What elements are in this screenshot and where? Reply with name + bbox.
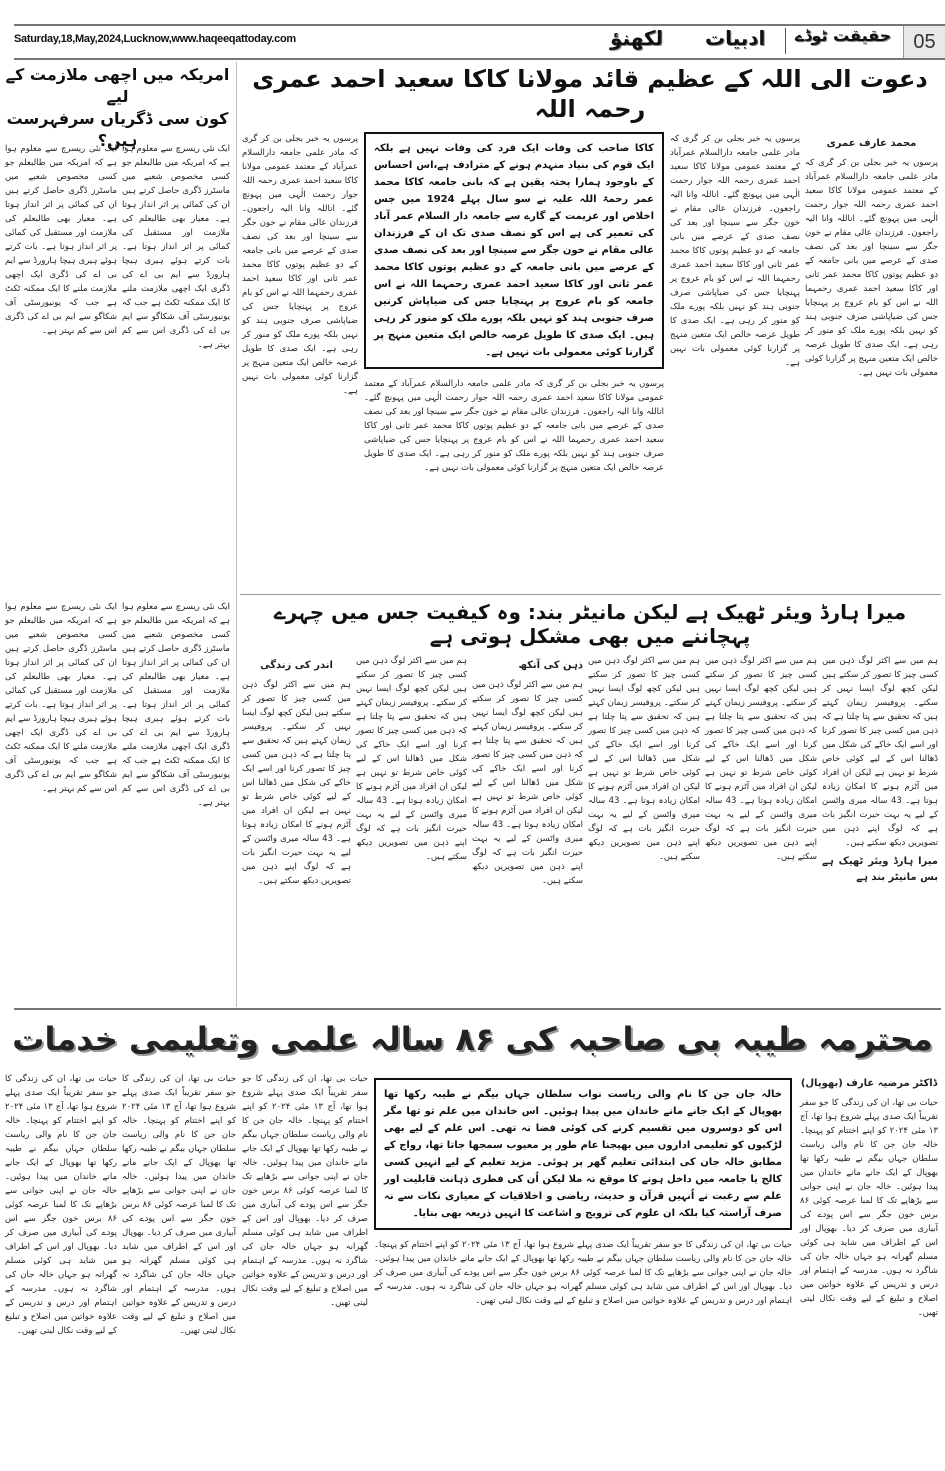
middle-column: ہم میں سے اکثر لوگ ذہن میں کسی چیز کا تصور کر سکتے ہیں لیکن کچھ لوگ ایسا نہیں کر سکتے۔ پروفیسر زیمان کہتے ہیں کہ تحقیق سے پتا چلتا ہے کہ ذہن میں کسی چیز کا تصور کرنا اور اسے ایک خاکے کی شکل میں ڈھالنا اس کے لیے کوئی خاص شرط تو نہیں ہے لیکن ان افراد میں آٹزم ہونے کا امکان زیادہ ہوتا ہے۔ 43 سالہ میری واٹسن کے لیے یہ بہت حیرت انگیز بات ہے کہ لوگ اپنے ذہن میں تصویریں دیکھ سکتے ہیں۔ xyxy=(588,656,701,862)
main-headline: دعوت الی اللہ کے عظیم قائد مولانا کاکا سعید احمد عمری رحمہ اللہ xyxy=(252,65,928,123)
middle-column xyxy=(242,654,351,888)
left-headline-line2: کون سی ڈگریاں سرفہرست ہیں؟ xyxy=(6,109,229,150)
left-article-column: ایک نئی ریسرچ سے معلوم ہوا ہے کہ امریکہ میں طالبعلم جو کسی مخصوص شعبے میں ماسٹرز ڈگری حاصل کرتے ہیں ان کی کمائی پر اثر انداز ہوتا ہے۔ معیار بھی طالبعلم کی ملازمت اور مستقبل کی کمائی پر اثر انداز ہوتا ہے۔ بات کرتے ہوئے ہیری ہیچا ہارورڈ سے ایم بی اے کی ڈگری ایک اچھی ملازمت ملنے کا ایک ممکنہ ٹکٹ ہے جب کہ یونیورسٹی آف شکاگو سے ایم بی اے کی ڈگری اس سے کم بہتر ہے۔ xyxy=(5,602,117,794)
bottom-center-stack xyxy=(374,1078,792,1308)
paper-name-logo: حقیقت ٹوڈے xyxy=(795,26,892,45)
section-rule xyxy=(240,594,941,595)
main-byline: محمد عارف عمری xyxy=(826,138,917,149)
header-bottom-rule xyxy=(14,58,945,60)
middle-column: ہم میں سے اکثر لوگ ذہن میں کسی چیز کا تصور کر سکتے ہیں لیکن کچھ لوگ ایسا نہیں کر سکتے۔ پروفیسر زیمان کہتے ہیں کہ تحقیق سے پتا چلتا ہے کہ ذہن میں کسی چیز کا تصور کرنا اور اسے ایک خاکے کی شکل میں ڈھالنا اس کے لیے کوئی خاص شرط تو نہیں ہے لیکن ان افراد میں آٹزم ہونے کا امکان زیادہ ہوتا ہے۔ 43 سالہ میری واٹسن کے لیے یہ بہت حیرت انگیز بات ہے کہ لوگ اپنے ذہن میں تصویریں دیکھ سکتے ہیں۔ xyxy=(705,656,818,862)
main-column: پرسوں یہ خبر بجلی بن کر گری کہ مادر علمی جامعہ دارالسلام عمرآباد کے معتمد عمومی مولانا کاکا سعید احمد عمری رحمہ اللہ جوار رحمت الٰہی میں پہونچ گئے۔ اناللہ وانا الیہ راجعون۔ فرزندان عالی مقام نے خون جگر سے سینچا اور بعد کی نصف صدی کے عرصے میں بانی جامعہ کے دو عظیم پوتوں کاکا محمد عمر ثانی اور کاکا سعید احمد عمری رحمہما اللہ نے اس کو بام عروج پر پہنچایا جس کی ضیاپاشی صرف جنوبی ہند کو نہیں بلکہ پورے ملک کو منور کر رہی ہے۔ ایک صدی کا طویل عرصہ خالص ایک متعین منہج پر گزارنا کوئی معمولی بات نہیں ہے۔ xyxy=(670,134,800,368)
middle-column: ہم میں سے اکثر لوگ ذہن میں کسی چیز کا تصور کر سکتے ہیں لیکن کچھ لوگ ایسا نہیں کر سکتے۔ پروفیسر زیمان کہتے ہیں کہ تحقیق سے پتا چلتا ہے کہ ذہن میں کسی چیز کا تصور کرنا اور اسے ایک خاکے کی شکل میں ڈھالنا اس کے لیے کوئی خاص شرط تو نہیں ہے لیکن ان افراد میں آٹزم ہونے کا امکان زیادہ ہوتا ہے۔ 43 سالہ میری واٹسن کے لیے یہ بہت حیرت انگیز بات ہے کہ لوگ اپنے ذہن میں تصویریں دیکھ سکتے ہیں۔ xyxy=(356,656,468,862)
section-label: ادبیات xyxy=(705,26,766,50)
column-divider xyxy=(236,62,237,1007)
main-pull-quote-box: کاکا صاحب کی وفات ایک فرد کی وفات نہیں ہے بلکہ ایک قوم کی بنیاد منہدم ہونے کے مترادف ہے،اس احساس کے باوجود ہمارا پختہ یقین ہے کہ بانی جامعہ کاکا محمد عمر رحمۃ اللہ علیہ نے سو سال پہلے 1924 میں جس اخلاص اور عزیمت کے گارے سے جامعہ دار السلام عمر آباد کی تعمیر کی ہے اس کو نصف صدی تک ان کے فرزندان عالی مقام نے خون جگر سے سینچا اور بعد کی نصف صدی کے عرصے میں بانی جامعہ کے دو عظیم پوتوں کاکا محمد عمر ثانی اور کاکا سعید احمد عمری رحمہما اللہ نے اس جامعہ کو بام عروج پر پہنچایا جس کی ضیاپاش کرنیں صرف جنوبی ہند کو نہیں بلکہ پورے ملک کو منور کر رہی ہیں۔ ایک صدی کا طویل عرصہ خالص ایک متعین منہج پر گزارنا کوئی معمولی بات نہیں ہے۔ xyxy=(364,132,664,369)
left-headline xyxy=(5,64,230,152)
middle-column-text: ہم میں سے اکثر لوگ ذہن میں کسی چیز کا تصور کر سکتے ہیں لیکن کچھ لوگ ایسا نہیں کر سکتے۔ پروفیسر زیمان کہتے ہیں کہ تحقیق سے پتا چلتا ہے کہ ذہن میں کسی چیز کا تصور کرنا اور اسے ایک خاکے کی شکل میں ڈھالنا اس کے لیے کوئی خاص شرط تو نہیں ہے لیکن ان افراد میں آٹزم ہونے کا امکان زیادہ ہوتا ہے۔ 43 سالہ میری واٹسن کے لیے یہ بہت حیرت انگیز بات ہے کہ لوگ اپنے ذہن میں تصویریں دیکھ سکتے ہیں۔ xyxy=(242,680,351,886)
main-column-text: پرسوں یہ خبر بجلی بن کر گری کہ مادر علمی جامعہ دارالسلام عمرآباد کے معتمد عمومی مولانا کاکا سعید احمد عمری رحمہ اللہ جوار رحمت الٰہی میں پہونچ گئے۔ اناللہ وانا الیہ راجعون۔ فرزندان عالی مقام نے خون جگر سے سینچا اور بعد کی نصف صدی کے عرصے میں بانی جامعہ کے دو عظیم پوتوں کاکا محمد عمر ثانی اور کاکا سعید احمد عمری رحمہما اللہ نے اس کو بام عروج پر پہنچایا جس کی ضیاپاشی صرف جنوبی ہند کو نہیں بلکہ پورے ملک کو منور کر رہی ہے۔ ایک صدی کا طویل عرصہ خالص ایک متعین منہج پر گزارنا کوئی معمولی بات نہیں ہے۔ xyxy=(805,158,938,378)
main-column: پرسوں یہ خبر بجلی بن کر گری کہ مادر علمی جامعہ دارالسلام عمرآباد کے معتمد عمومی مولانا کاکا سعید احمد عمری رحمہ اللہ جوار رحمت الٰہی میں پہونچ گئے۔ اناللہ وانا الیہ راجعون۔ فرزندان عالی مقام نے خون جگر سے سینچا اور بعد کی نصف صدی کے عرصے میں بانی جامعہ کے دو عظیم پوتوں کاکا محمد عمر ثانی اور کاکا سعید احمد عمری رحمہما اللہ نے اس کو بام عروج پر پہنچایا جس کی ضیاپاشی صرف جنوبی ہند کو نہیں بلکہ پورے ملک کو منور کر رہی ہے۔ ایک صدی کا طویل عرصہ خالص ایک متعین منہج پر گزارنا کوئی معمولی بات نہیں ہے۔ xyxy=(242,134,358,396)
middle-column xyxy=(472,654,583,888)
main-column xyxy=(805,132,938,380)
subhead-minds-eye: ذہن کی آنکھ xyxy=(518,660,583,671)
subhead-hardware: میرا ہارڈ ویئر ٹھیک ہے بس مانیٹر بند ہے xyxy=(822,856,938,883)
page-number: 05 xyxy=(903,26,945,58)
middle-column-text: ہم میں سے اکثر لوگ ذہن میں کسی چیز کا تصور کر سکتے ہیں لیکن کچھ لوگ ایسا نہیں کر سکتے۔ پروفیسر زیمان کہتے ہیں کہ تحقیق سے پتا چلتا ہے کہ ذہن میں کسی چیز کا تصور کرنا اور اسے ایک خاکے کی شکل میں ڈھالنا اس کے لیے کوئی خاص شرط تو نہیں ہے لیکن ان افراد میں آٹزم ہونے کا امکان زیادہ ہوتا ہے۔ 43 سالہ میری واٹسن کے لیے یہ بہت حیرت انگیز بات ہے کہ لوگ اپنے ذہن میں تصویریں دیکھ سکتے ہیں۔ xyxy=(472,680,584,886)
left-article-column: ایک نئی ریسرچ سے معلوم ہوا ہے کہ امریکہ میں طالبعلم جو کسی مخصوص شعبے میں ماسٹرز ڈگری حاصل کرتے ہیں ان کی کمائی پر اثر انداز ہوتا ہے۔ معیار بھی طالبعلم کی ملازمت اور مستقبل کی کمائی پر اثر انداز ہوتا ہے۔ بات کرتے ہوئے ہیری ہیچا ہارورڈ سے ایم بی اے کی ڈگری ایک اچھی ملازمت ملنے کا ایک ممکنہ ٹکٹ ہے جب کہ یونیورسٹی آف شکاگو سے ایم بی اے کی ڈگری اس سے کم بہتر ہے۔ xyxy=(122,602,230,808)
subhead-inner-life: اندر کی زندگی xyxy=(260,660,333,671)
left-article-column: ایک نئی ریسرچ سے معلوم ہوا ہے کہ امریکہ میں طالبعلم جو کسی مخصوص شعبے میں ماسٹرز ڈگری حاصل کرتے ہیں ان کی کمائی پر اثر انداز ہوتا ہے۔ معیار بھی طالبعلم کی ملازمت اور مستقبل کی کمائی پر اثر انداز ہوتا ہے۔ بات کرتے ہوئے ہیری ہیچا ہارورڈ سے ایم بی اے کی ڈگری ایک اچھی ملازمت ملنے کا ایک ممکنہ ٹکٹ ہے جب کہ یونیورسٹی آف شکاگو سے ایم بی اے کی ڈگری اس سے کم بہتر ہے۔ xyxy=(5,144,117,336)
date-line: Saturday,18,May,2024,Lucknow,www.haqeeqattoday.com xyxy=(14,33,296,45)
left-article-column: ایک نئی ریسرچ سے معلوم ہوا ہے کہ امریکہ میں طالبعلم جو کسی مخصوص شعبے میں ماسٹرز ڈگری حاصل کرتے ہیں ان کی کمائی پر اثر انداز ہوتا ہے۔ معیار بھی طالبعلم کی ملازمت اور مستقبل کی کمائی پر اثر انداز ہوتا ہے۔ بات کرتے ہوئے ہیری ہیچا ہارورڈ سے ایم بی اے کی ڈگری ایک اچھی ملازمت ملنے کا ایک ممکنہ ٹکٹ ہے جب کہ یونیورسٹی آف شکاگو سے ایم بی اے کی ڈگری اس سے کم بہتر ہے۔ xyxy=(122,144,230,350)
bottom-pull-quote-box: خالہ جان جن کا نام والی ریاست نواب سلطان جہاں بیگم نے طیبہ رکھا تھا بھوپال کے ایک جانے مانے خاندان میں پیدا ہوئیں۔ اس خاندان میں علم تو تھا مگر اس کو دوسروں میں تقسیم کرنے کی کوئی فضا نہ تھی۔ اس علم کے لیے بھی لڑکیوں کو تعلیمی اداروں میں بھیجنا عام طور پر معیوب سمجھا جاتا تھا، رواج کے مطابق خالہ جان کی ابتدائی تعلیم گھر پر ہوئی۔ مزید تعلیم کے لیے انہیں کسی کالج یا جامعہ میں داخل ہونے کا موقع نہ ملا لیکن اُن کی فطری ذہانت قابلیت اور علم سے رغبت نے اُنہیں قرآن و حدیث، ریاضی و اخلاقیات کے معیاری نکات سے نہ صرف آراستہ کیا بلکہ ان علوم کی ترویج و اشاعت کا انہیں ذریعہ بھی بنایا۔ xyxy=(374,1078,792,1230)
city-label: لکھنؤ xyxy=(610,26,664,50)
bottom-headline: محترمہ طیبہ بی صاحبہ کی ۸۶ سالہ علمی وتعلیمی خدمات xyxy=(12,1020,933,1058)
bottom-column: حیات بی تھا، ان کی زندگی کا جو سفر تقریباً ایک صدی پہلے شروع ہوا تھا، آج ۱۳ مئی ۲۰۲۴ کو اپنے اختتام کو پہنچا۔ خالہ جان جن کا نام والی ریاست سلطان جہاں بیگم نے طیبہ رکھا تھا بھوپال کے ایک جانے مانے خاندان میں پیدا ہوئیں۔ خالہ جان نے اپنی جوانی سے بڑھاپے تک کا لمبا عرصہ کوئی ۸۶ برس خون جگر سے اس پودے کی آبیاری میں صرف کر دیا۔ بھوپال اور اس کے اطراف میں شاید ہی کوئی مسلم گھرانہ ہو جہاں خالہ جان کی شاگرد نہ ہوں۔ مدرسہ کے اہتمام اور درس و تدریس کے علاوہ خواتین میں اصلاح و تبلیغ کے لیے وقت نکال لیتی تھیں۔ xyxy=(122,1074,236,1336)
bottom-column-text: حیات بی تھا، ان کی زندگی کا جو سفر تقریباً ایک صدی پہلے شروع ہوا تھا، آج ۱۳ مئی ۲۰۲۴ کو اپنے اختتام کو پہنچا۔ خالہ جان جن کا نام والی ریاست سلطان جہاں بیگم نے طیبہ رکھا تھا بھوپال کے ایک جانے مانے خاندان میں پیدا ہوئیں۔ خالہ جان نے اپنی جوانی سے بڑھاپے تک کا لمبا عرصہ کوئی ۸۶ برس خون جگر سے اس پودے کی آبیاری میں صرف کر دیا۔ بھوپال اور اس کے اطراف میں شاید ہی کوئی مسلم گھرانہ ہو جہاں خالہ جان کی شاگرد نہ ہوں۔ مدرسہ کے اہتمام اور درس و تدریس کے علاوہ خواتین میں اصلاح و تبلیغ کے لیے وقت نکال لیتی تھیں۔ xyxy=(800,1098,938,1318)
bottom-byline: ڈاکٹر مرضیہ عارف (بھوپال) xyxy=(800,1078,938,1089)
bottom-column: حیات بی تھا، ان کی زندگی کا جو سفر تقریباً ایک صدی پہلے شروع ہوا تھا، آج ۱۳ مئی ۲۰۲۴ کو اپنے اختتام کو پہنچا۔ خالہ جان جن کا نام والی ریاست سلطان جہاں بیگم نے طیبہ رکھا تھا بھوپال کے ایک جانے مانے خاندان میں پیدا ہوئیں۔ خالہ جان نے اپنی جوانی سے بڑھاپے تک کا لمبا عرصہ کوئی ۸۶ برس خون جگر سے اس پودے کی آبیاری میں صرف کر دیا۔ بھوپال اور اس کے اطراف میں شاید ہی کوئی مسلم گھرانہ ہو جہاں خالہ جان کی شاگرد نہ ہوں۔ مدرسہ کے اہتمام اور درس و تدریس کے علاوہ خواتین میں اصلاح و تبلیغ کے لیے وقت نکال لیتی تھیں۔ xyxy=(5,1074,118,1336)
bottom-column: حیات بی تھا، ان کی زندگی کا جو سفر تقریباً ایک صدی پہلے شروع ہوا تھا، آج ۱۳ مئی ۲۰۲۴ کو اپنے اختتام کو پہنچا۔ خالہ جان جن کا نام والی ریاست سلطان جہاں بیگم نے طیبہ رکھا تھا بھوپال کے ایک جانے مانے خاندان میں پیدا ہوئیں۔ خالہ جان نے اپنی جوانی سے بڑھاپے تک کا لمبا عرصہ کوئی ۸۶ برس خون جگر سے اس پودے کی آبیاری میں صرف کر دیا۔ بھوپال اور اس کے اطراف میں شاید ہی کوئی مسلم گھرانہ ہو جہاں خالہ جان کی شاگرد نہ ہوں۔ مدرسہ کے اہتمام اور درس و تدریس کے علاوہ خواتین میں اصلاح و تبلیغ کے لیے وقت نکال لیتی تھیں۔ xyxy=(374,1240,792,1306)
main-column: پرسوں یہ خبر بجلی بن کر گری کہ مادر علمی جامعہ دارالسلام عمرآباد کے معتمد عمومی مولانا کاکا سعید احمد عمری رحمہ اللہ جوار رحمت الٰہی میں پہونچ گئے۔ اناللہ وانا الیہ راجعون۔ فرزندان عالی مقام نے خون جگر سے سینچا اور بعد کی نصف صدی کے عرصے میں بانی جامعہ کے دو عظیم پوتوں کاکا محمد عمر ثانی اور کاکا سعید احمد عمری رحمہما اللہ نے اس کو بام عروج پر پہنچایا جس کی ضیاپاشی صرف جنوبی ہند کو نہیں بلکہ پورے ملک کو منور کر رہی ہے۔ ایک صدی کا طویل عرصہ خالص ایک متعین منہج پر گزارنا کوئی معمولی بات نہیں ہے۔ xyxy=(364,379,664,473)
section-rule xyxy=(14,1008,941,1010)
header-divider xyxy=(785,28,786,54)
bottom-column: حیات بی تھا، ان کی زندگی کا جو سفر تقریباً ایک صدی پہلے شروع ہوا تھا، آج ۱۳ مئی ۲۰۲۴ کو اپنے اختتام کو پہنچا۔ خالہ جان جن کا نام والی ریاست سلطان جہاں بیگم نے طیبہ رکھا تھا بھوپال کے ایک جانے مانے خاندان میں پیدا ہوئیں۔ خالہ جان نے اپنی جوانی سے بڑھاپے تک کا لمبا عرصہ کوئی ۸۶ برس خون جگر سے اس پودے کی آبیاری میں صرف کر دیا۔ بھوپال اور اس کے اطراف میں شاید ہی کوئی مسلم گھرانہ ہو جہاں خالہ جان کی شاگرد نہ ہوں۔ مدرسہ کے اہتمام اور درس و تدریس کے علاوہ خواتین میں اصلاح و تبلیغ کے لیے وقت نکال لیتی تھیں۔ xyxy=(242,1074,369,1308)
main-center-stack xyxy=(364,132,664,475)
middle-column-text: ہم میں سے اکثر لوگ ذہن میں کسی چیز کا تصور کر سکتے ہیں لیکن کچھ لوگ ایسا نہیں کر سکتے۔ پروفیسر زیمان کہتے ہیں کہ تحقیق سے پتا چلتا ہے کہ ذہن میں کسی چیز کا تصور کرنا اور اسے ایک خاکے کی شکل میں ڈھالنا اس کے لیے کوئی خاص شرط تو نہیں ہے لیکن ان افراد میں آٹزم ہونے کا امکان زیادہ ہوتا ہے۔ 43 سالہ میری واٹسن کے لیے یہ بہت حیرت انگیز بات ہے کہ لوگ اپنے ذہن میں تصویریں دیکھ سکتے ہیں۔ xyxy=(822,656,938,848)
left-headline-line1: امریکہ میں اچھی ملازمت کے لیے xyxy=(5,65,230,106)
middle-headline: میرا ہارڈ ویئر ٹھیک ہے لیکن مانیٹر بند: وہ کیفیت جس میں چہرے پہچاننے میں بھی مشکل ہوتی ہے xyxy=(273,600,907,648)
bottom-column xyxy=(800,1072,938,1320)
middle-column xyxy=(822,654,938,890)
